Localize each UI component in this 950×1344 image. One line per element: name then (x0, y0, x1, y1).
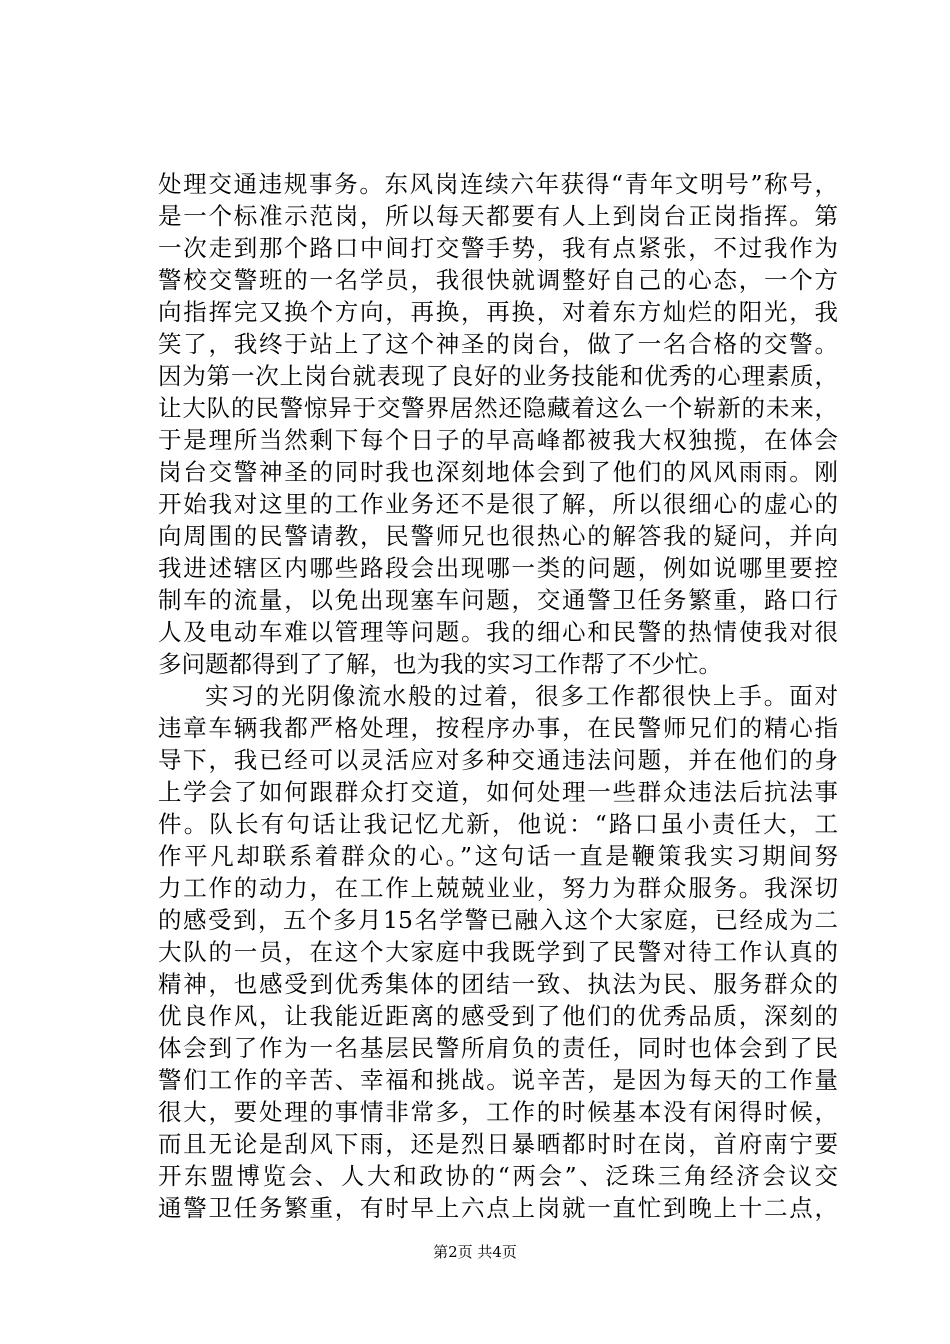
text-line: 精神，也感受到优秀集体的团结一致、执法为民、服务群众的 (158, 970, 838, 998)
text-line: 开始我对这里的工作业务还不是很了解，所以很细心的虚心的 (158, 490, 838, 518)
text-line: 处理交通违规事务。东风岗连续六年获得“青年文明号”称号， (158, 170, 838, 198)
text-line: 上学会了如何跟群众打交道，如何处理一些群众违法后抗法事 (158, 778, 838, 806)
text-line: 很大，要处理的事情非常多，工作的时候基本没有闲得时候， (158, 1098, 838, 1126)
text-line: 体会到了作为一名基层民警所肩负的责任，同时也体会到了民 (158, 1034, 838, 1062)
text-line: 让大队的民警惊异于交警界居然还隐藏着这么一个崭新的未来， (158, 394, 838, 422)
text-line: 件。队长有句话让我记忆尤新，他说：“路口虽小责任大，工 (158, 810, 838, 838)
page-number: 第2页 共4页 (433, 1243, 517, 1261)
text-line: 是一个标准示范岗，所以每天都要有人上到岗台正岗指挥。第 (158, 202, 838, 230)
page-footer (0, 1242, 950, 1262)
text-line: 作平凡却联系着群众的心。”这句话一直是鞭策我实习期间努 (158, 842, 838, 870)
text-line: 向指挥完又换个方向，再换，再换，对着东方灿烂的阳光，我 (158, 298, 838, 326)
text-line: 通警卫任务繁重，有时早上六点上岗就一直忙到晚上十二点， (158, 1194, 838, 1222)
text-line: 违章车辆我都严格处理，按程序办事，在民警师兄们的精心指 (158, 714, 838, 742)
text-line: 岗台交警神圣的同时我也深刻地体会到了他们的风风雨雨。刚 (158, 458, 838, 486)
text-line: 开东盟博览会、人大和政协的“两会”、泛珠三角经济会议交 (158, 1162, 838, 1190)
text-line: 制车的流量，以免出现塞车问题，交通警卫任务繁重，路口行 (158, 586, 838, 614)
text-line: 因为第一次上岗台就表现了良好的业务技能和优秀的心理素质， (158, 362, 838, 390)
text-line: 向周围的民警请教，民警师兄也很热心的解答我的疑问，并向 (158, 522, 838, 550)
text-line: 我进述辖区内哪些路段会出现哪一类的问题，例如说哪里要控 (158, 554, 838, 582)
body-text (158, 168, 838, 1224)
text-line: 多问题都得到了了解，也为我的实习工作帮了不少忙。 (158, 650, 722, 678)
text-line: 力工作的动力，在工作上兢兢业业，努力为群众服务。我深切 (158, 874, 838, 902)
text-line: 优良作风，让我能近距离的感受到了他们的优秀品质，深刻的 (158, 1002, 838, 1030)
text-line: 警校交警班的一名学员，我很快就调整好自己的心态，一个方 (158, 266, 838, 294)
text-line: 警们工作的辛苦、幸福和挑战。说辛苦，是因为每天的工作量 (158, 1066, 838, 1094)
text-line: 一次走到那个路口中间打交警手势，我有点紧张，不过我作为 (158, 234, 838, 262)
text-line: 于是理所当然剩下每个日子的早高峰都被我大权独揽，在体会 (158, 426, 838, 454)
text-line: 笑了，我终于站上了这个神圣的岗台，做了一名合格的交警。 (158, 330, 838, 358)
text-line: 而且无论是刮风下雨，还是烈日暴晒都时时在岗，首府南宁要 (158, 1130, 838, 1158)
text-line: 人及电动车难以管理等问题。我的细心和民警的热情使我对很 (158, 618, 838, 646)
text-line: 大队的一员，在这个大家庭中我既学到了民警对待工作认真的 (158, 938, 838, 966)
text-line: 导下，我已经可以灵活应对多种交通违法问题，并在他们的身 (158, 746, 838, 774)
text-line: 的感受到，五个多月15名学警已融入这个大家庭，已经成为二 (158, 906, 838, 934)
text-line: 实习的光阴像流水般的过着，很多工作都很快上手。面对 (205, 682, 838, 710)
